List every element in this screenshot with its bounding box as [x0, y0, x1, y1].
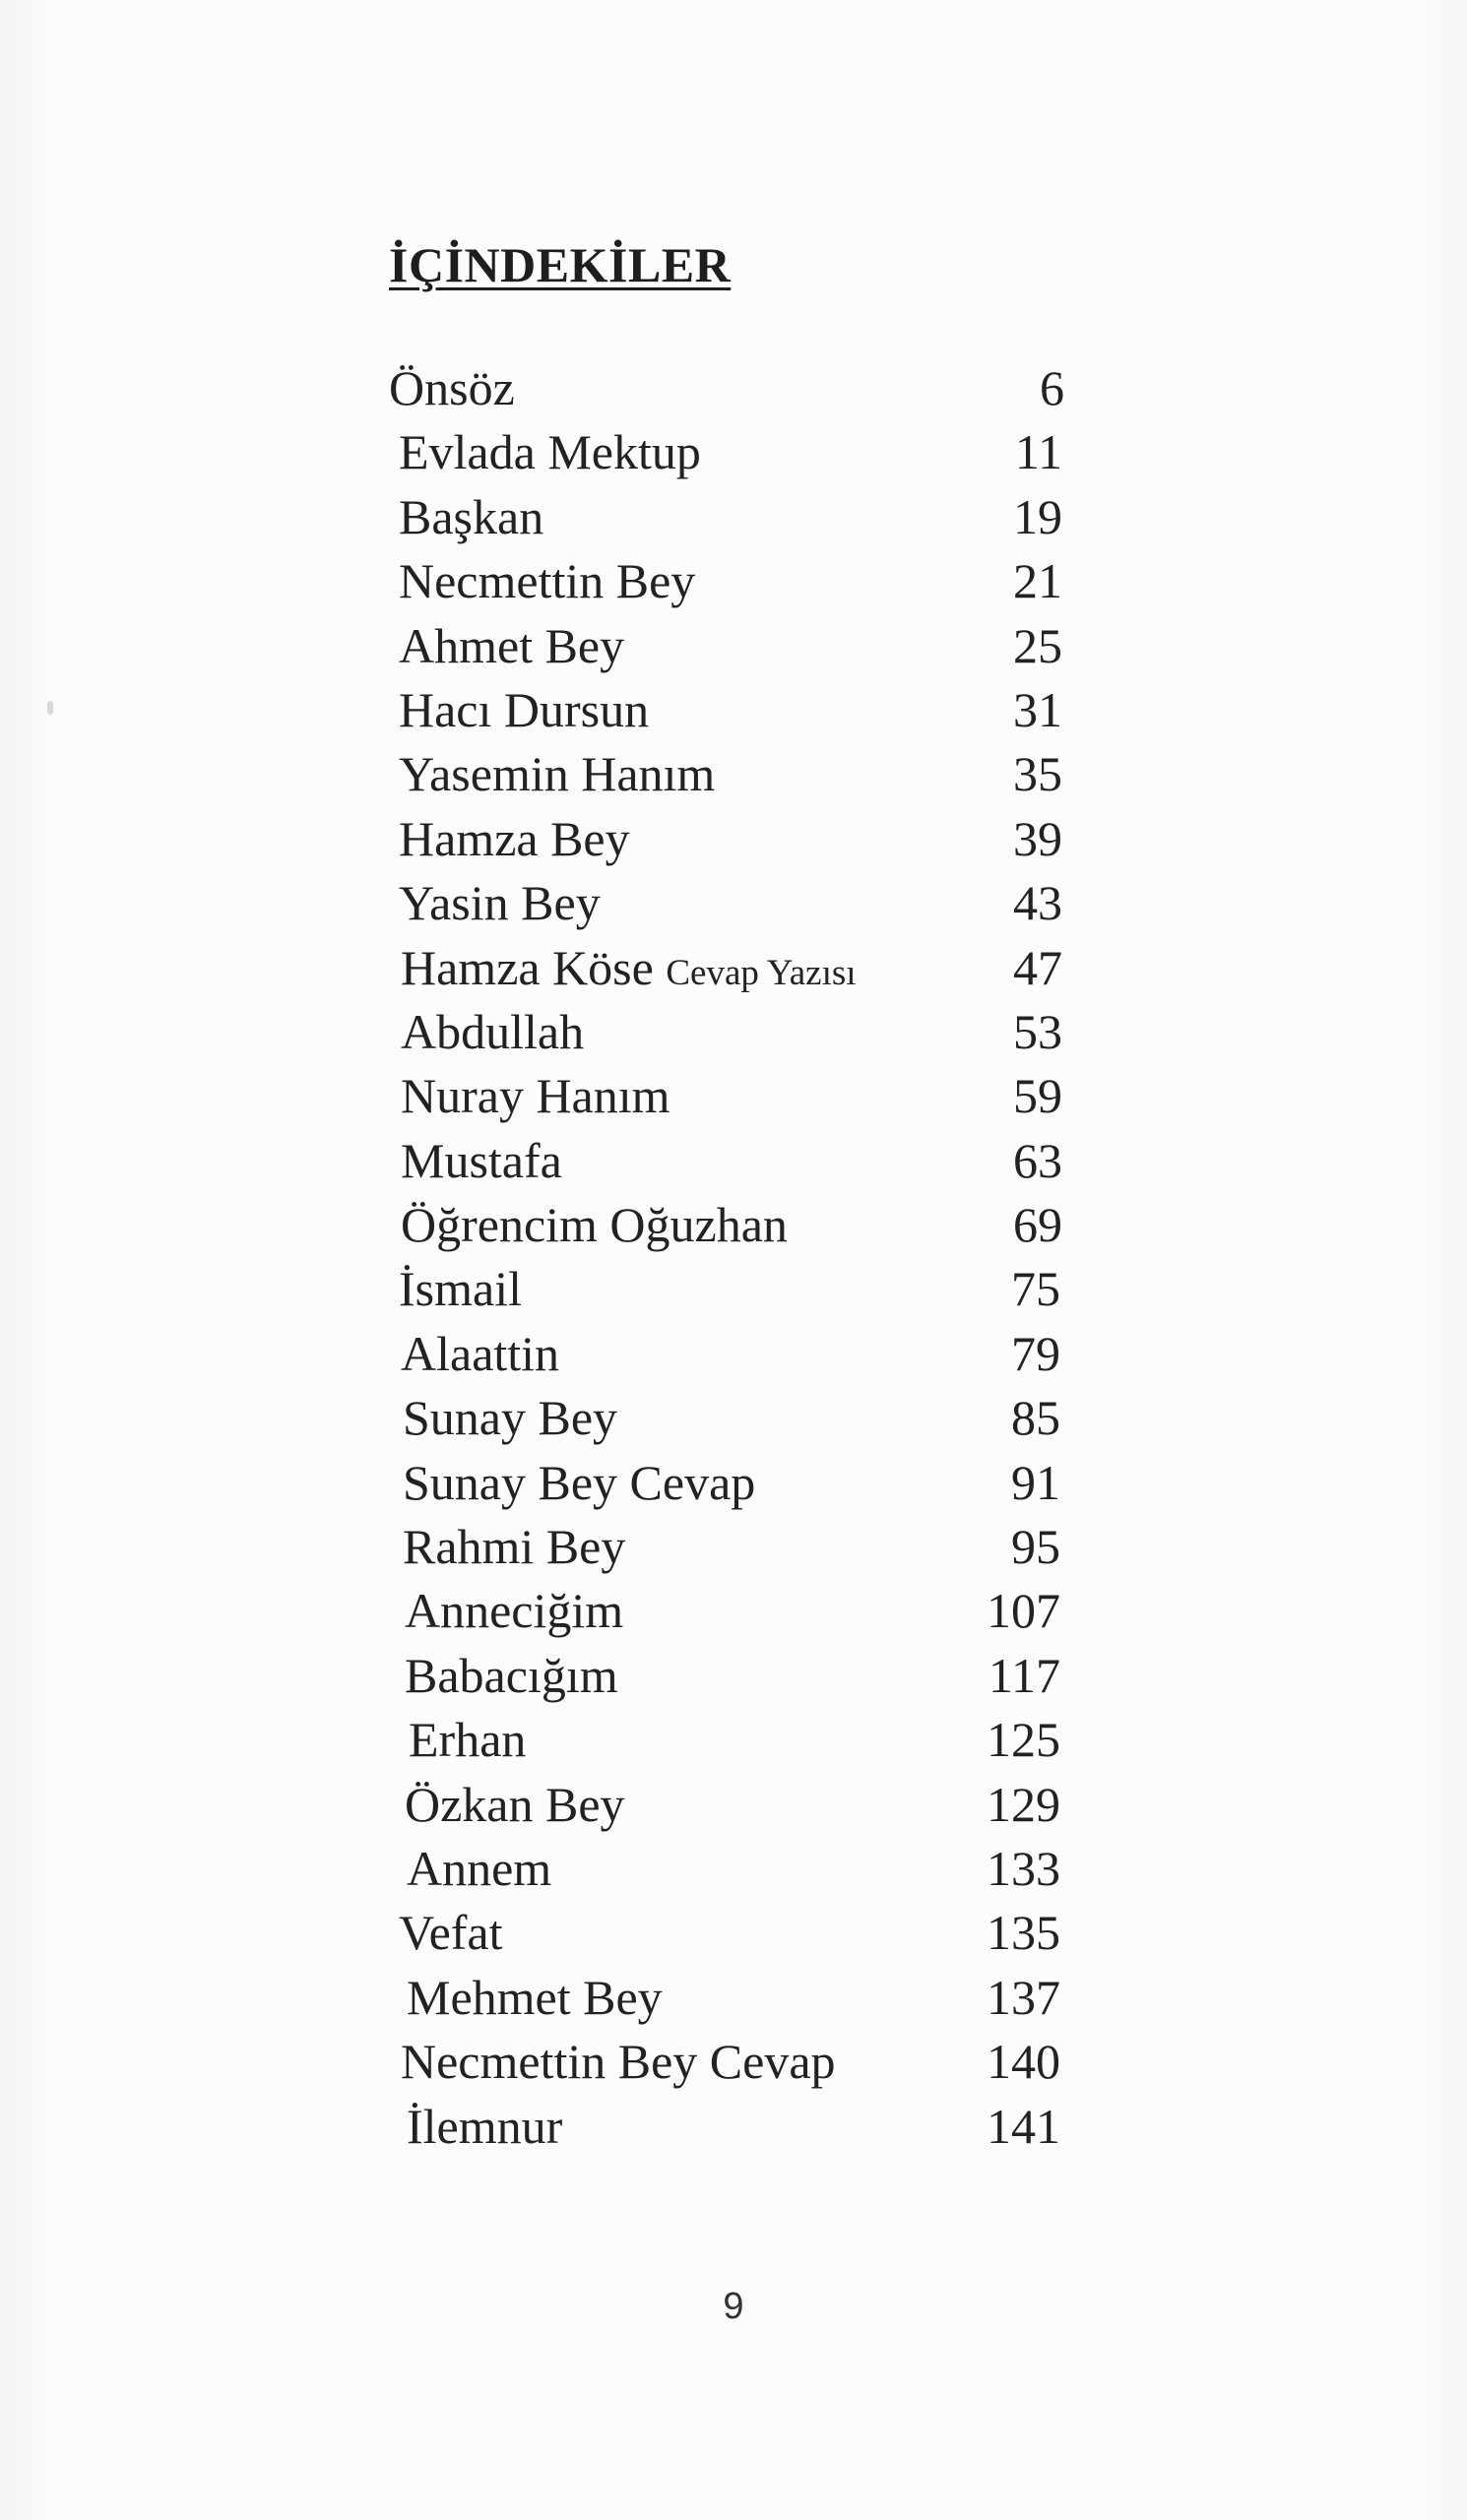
toc-entry-page-number: 91: [1011, 1454, 1060, 1510]
toc-entry-page-number: 107: [987, 1583, 1060, 1639]
toc-entry-label: Hacı Dursun: [399, 681, 650, 737]
toc-entry-label: Sunay Bey Cevap: [403, 1454, 756, 1510]
toc-entry-page-number: 35: [1013, 746, 1062, 802]
toc-entry: [389, 1579, 1078, 1643]
toc-entry-title: [399, 742, 715, 806]
toc-entry: [389, 2030, 1078, 2094]
toc-entry-subtitle: Cevap Yazısı: [666, 952, 857, 993]
toc-entry-page-number: 79: [1011, 1325, 1060, 1381]
toc-entry-title: [405, 1773, 625, 1837]
toc-entry-title: [409, 1708, 526, 1772]
toc-entry-title: [401, 1322, 559, 1386]
toc-entry-label: Hamza Köse: [401, 939, 654, 995]
toc-entry-page-number: 63: [1013, 1132, 1062, 1188]
toc-entry: [389, 936, 1078, 1000]
toc-entry-title: [399, 1257, 522, 1321]
toc-entry-title: [401, 2030, 836, 2094]
toc-entry: [389, 1386, 1078, 1450]
toc-entry-page-number: 117: [988, 1647, 1060, 1703]
toc-entry-label: Hamza Bey: [399, 810, 630, 866]
toc-entry: [389, 678, 1078, 742]
toc-entry-label: Özkan Bey: [405, 1776, 625, 1832]
toc-entry-label: Nuray Hanım: [401, 1068, 670, 1124]
toc-entry-page-number: 21: [1013, 553, 1062, 609]
toc-entry: [389, 1322, 1078, 1386]
toc-entry-page-number: 85: [1011, 1390, 1060, 1446]
toc-entry-label: Ahmet Bey: [399, 617, 625, 673]
toc-entry-title: [401, 1064, 670, 1128]
toc-entry-title: [407, 1837, 551, 1901]
toc-entry-title: [403, 1386, 617, 1450]
toc-entry-label: Mehmet Bey: [407, 1969, 663, 2025]
toc-entry-label: Yasemin Hanım: [399, 746, 716, 802]
toc-entry: [389, 1257, 1078, 1321]
toc-entry: [389, 356, 1078, 420]
toc-entry: [389, 1837, 1078, 1901]
toc-entry-page-number: 25: [1013, 617, 1062, 673]
toc-entry: [389, 742, 1078, 806]
toc-entry-title: [407, 1966, 663, 2030]
toc-entry-page-number: 140: [987, 2034, 1060, 2090]
toc-entry-title: [399, 549, 695, 613]
toc-entry: [389, 1901, 1078, 1965]
toc-entry-page-number: 59: [1013, 1068, 1062, 1124]
toc-entry-page-number: 69: [1013, 1197, 1062, 1253]
toc-entry-title: [403, 1451, 755, 1515]
toc-list: [389, 356, 1078, 2159]
toc-entry: [389, 485, 1078, 549]
toc-entry-label: Necmettin Bey Cevap: [401, 2034, 836, 2090]
toc-entry-label: Önsöz: [389, 360, 515, 415]
toc-entry-label: Evlada Mektup: [399, 424, 701, 480]
toc-entry-page-number: 75: [1011, 1261, 1060, 1317]
toc-entry-label: Başkan: [399, 488, 544, 544]
toc-entry: [389, 1193, 1078, 1257]
toc-entry-label: Mustafa: [401, 1132, 562, 1188]
toc-entry-page-number: 43: [1013, 875, 1062, 931]
toc-entry-page-number: 125: [987, 1712, 1060, 1768]
toc-entry-page-number: 47: [1013, 939, 1062, 995]
toc-entry-page-number: 95: [1011, 1519, 1060, 1575]
toc-entry: [389, 807, 1078, 871]
toc-entry-title: [405, 1579, 623, 1643]
toc-entry-label: Erhan: [409, 1712, 527, 1768]
toc-entry-page-number: 53: [1013, 1003, 1062, 1059]
toc-entry-page-number: 137: [987, 1969, 1060, 2025]
toc-entry-page-number: 135: [987, 1905, 1060, 1961]
toc-entry-title: [401, 1193, 788, 1257]
toc-entry: [389, 1644, 1078, 1708]
page-number: 9: [723, 2286, 744, 2327]
toc-entry-label: Necmettin Bey: [399, 553, 696, 609]
toc-entry-label: Rahmi Bey: [403, 1519, 626, 1575]
toc-entry-title: [401, 1129, 562, 1193]
toc-entry: [389, 1129, 1078, 1193]
toc-entry-label: İsmail: [399, 1261, 522, 1317]
toc-entry: [389, 614, 1078, 678]
toc-entry-page-number: 6: [1040, 360, 1064, 415]
toc-entry-title: [401, 936, 857, 1005]
toc-entry-title: [399, 485, 543, 549]
toc-entry: [389, 1515, 1078, 1579]
toc-entry-title: [399, 871, 601, 935]
toc-entry-label: Sunay Bey: [403, 1390, 618, 1446]
toc-entry-page-number: 11: [1014, 424, 1062, 480]
paper-smudge: [47, 701, 53, 715]
toc-entry-title: [401, 1000, 584, 1064]
toc-entry: [389, 420, 1078, 484]
toc-entry-label: Öğrencim Oğuzhan: [401, 1197, 788, 1253]
toc-entry: [389, 1773, 1078, 1837]
toc-entry-title: [399, 420, 701, 484]
toc-entry-label: Anneciğim: [405, 1583, 624, 1639]
toc-entry-title: [405, 1644, 618, 1708]
toc-entry: [389, 1966, 1078, 2030]
toc-entry: [389, 549, 1078, 613]
toc-entry-page-number: 141: [987, 2098, 1060, 2154]
toc-entry-label: Annem: [407, 1840, 552, 1896]
toc-entry-label: Vefat: [399, 1905, 503, 1961]
toc-entry-title: [399, 1901, 503, 1965]
toc-entry-title: [399, 678, 649, 742]
toc-entry-label: Alaattin: [401, 1325, 560, 1381]
toc-entry-page-number: 31: [1013, 681, 1062, 737]
toc-entry: [389, 1708, 1078, 1772]
toc-entry-label: Babacığım: [405, 1647, 618, 1703]
toc-entry-page-number: 129: [987, 1776, 1060, 1832]
toc-entry-title: [407, 2095, 562, 2159]
toc-entry-page-number: 19: [1013, 488, 1062, 544]
toc-entry-page-number: 133: [987, 1840, 1060, 1896]
toc-entry-label: İlemnur: [407, 2098, 563, 2154]
toc-entry: [389, 871, 1078, 935]
toc-title: İÇİNDEKİLER: [389, 237, 732, 292]
toc-entry-title: [403, 1515, 625, 1579]
toc-entry-title: [389, 356, 515, 420]
toc-entry-page-number: 39: [1013, 810, 1062, 866]
toc-entry: [389, 1064, 1078, 1128]
toc-entry: [389, 1451, 1078, 1515]
toc-entry-title: [399, 807, 630, 871]
toc-entry-title: [399, 614, 624, 678]
toc-entry: [389, 1000, 1078, 1064]
toc-entry: [389, 2095, 1078, 2159]
toc-entry-label: Abdullah: [401, 1003, 585, 1059]
toc-entry-label: Yasin Bey: [399, 875, 601, 931]
